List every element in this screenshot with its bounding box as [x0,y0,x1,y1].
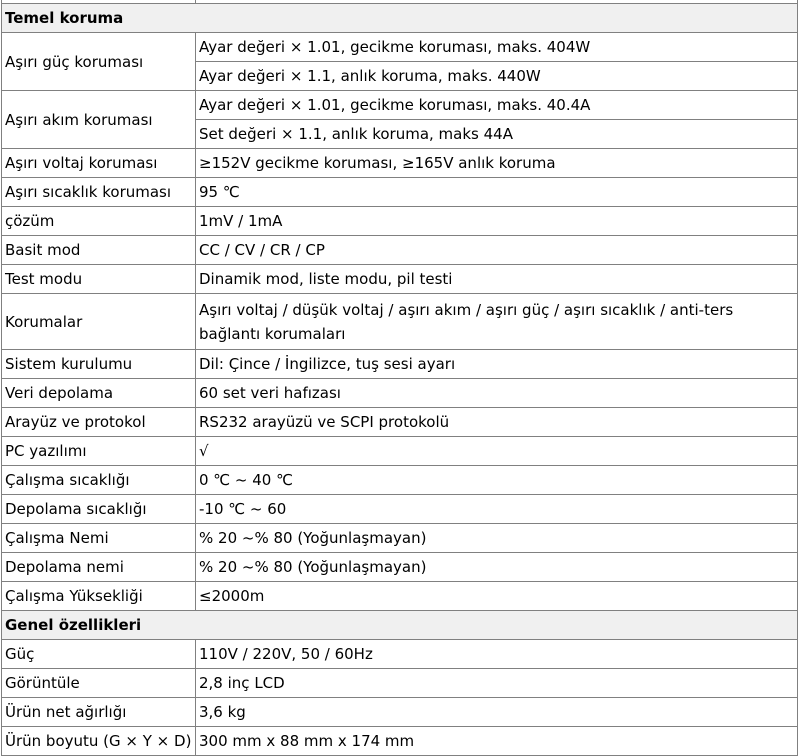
table-row [2,669,798,698]
spec-label: çözüm [2,207,196,236]
table-row [2,727,798,756]
table-row [2,379,798,408]
table-row [2,495,798,524]
spec-label: Güç [2,640,196,669]
spec-value: Ayar değeri × 1.01, gecikme koruması, maks. 404W [196,33,798,62]
table-row [2,408,798,437]
spec-value: ≤2000m [196,582,798,611]
spec-label: Çalışma Yüksekliği [2,582,196,611]
spec-label: Ürün boyutu (G × Y × D) [2,727,196,756]
table-row [2,640,798,669]
spec-value: √ [196,437,798,466]
table-row [2,437,798,466]
spec-value: 60 set veri hafızası [196,379,798,408]
spec-label: Çalışma sıcaklığı [2,466,196,495]
table-row [2,698,798,727]
spec-label: Depolama sıcaklığı [2,495,196,524]
spec-value: % 20 ~% 80 (Yoğunlaşmayan) [196,553,798,582]
spec-label: Görüntüle [2,669,196,698]
spec-value: Ayar değeri × 1.01, gecikme koruması, maks. 40.4A [196,91,798,120]
spec-value: 1mV / 1mA [196,207,798,236]
section-header-row [2,611,798,640]
spec-label: PC yazılımı [2,437,196,466]
table-row [2,553,798,582]
spec-label: Aşırı voltaj koruması [2,149,196,178]
table-row [2,265,798,294]
table-row [2,294,798,350]
spec-label: Depolama nemi [2,553,196,582]
spec-label: Çalışma Nemi [2,524,196,553]
spec-value: 300 mm x 88 mm x 174 mm [196,727,798,756]
table-row [2,236,798,265]
spec-value: RS232 arayüzü ve SCPI protokolü [196,408,798,437]
spec-table-body [2,0,798,756]
table-row [2,207,798,236]
spec-label: Korumalar [2,294,196,350]
spec-table [1,0,798,756]
spec-value: Dil: Çince / İngilizce, tuş sesi ayarı [196,350,798,379]
table-row [2,350,798,379]
spec-value: 3,6 kg [196,698,798,727]
spec-value: CC / CV / CR / CP [196,236,798,265]
table-row [2,91,798,120]
spec-label: Sistem kurulumu [2,350,196,379]
table-row [2,524,798,553]
spec-value: 110V / 220V, 50 / 60Hz [196,640,798,669]
spec-label: Basit mod [2,236,196,265]
section-title: Temel koruma [2,4,798,33]
spec-label: Ürün net ağırlığı [2,698,196,727]
spec-label: Aşırı güç koruması [2,33,196,91]
section-title: Genel özellikleri [2,611,798,640]
table-row [2,582,798,611]
spec-value: 95 ℃ [196,178,798,207]
spec-label: Aşırı sıcaklık koruması [2,178,196,207]
spec-label: Veri depolama [2,379,196,408]
spec-label: Arayüz ve protokol [2,408,196,437]
spec-value: 0 ℃ ~ 40 ℃ [196,466,798,495]
spec-value: -10 ℃ ~ 60 [196,495,798,524]
spec-value: Set değeri × 1.1, anlık koruma, maks 44A [196,120,798,149]
spec-label: Aşırı akım koruması [2,91,196,149]
table-row [2,178,798,207]
spec-value: Aşırı voltaj / düşük voltaj / aşırı akım / aşırı güç / aşırı sıcaklık / anti-ters bağlantı korumaları [196,294,798,350]
table-row [2,33,798,62]
spec-value: Dinamik mod, liste modu, pil testi [196,265,798,294]
table-row [2,466,798,495]
section-header-row [2,4,798,33]
spec-value: ≥152V gecikme koruması, ≥165V anlık koruma [196,149,798,178]
spec-value: Ayar değeri × 1.1, anlık koruma, maks. 440W [196,62,798,91]
table-row [2,149,798,178]
spec-value: % 20 ~% 80 (Yoğunlaşmayan) [196,524,798,553]
spec-value: 2,8 inç LCD [196,669,798,698]
spec-label: Test modu [2,265,196,294]
